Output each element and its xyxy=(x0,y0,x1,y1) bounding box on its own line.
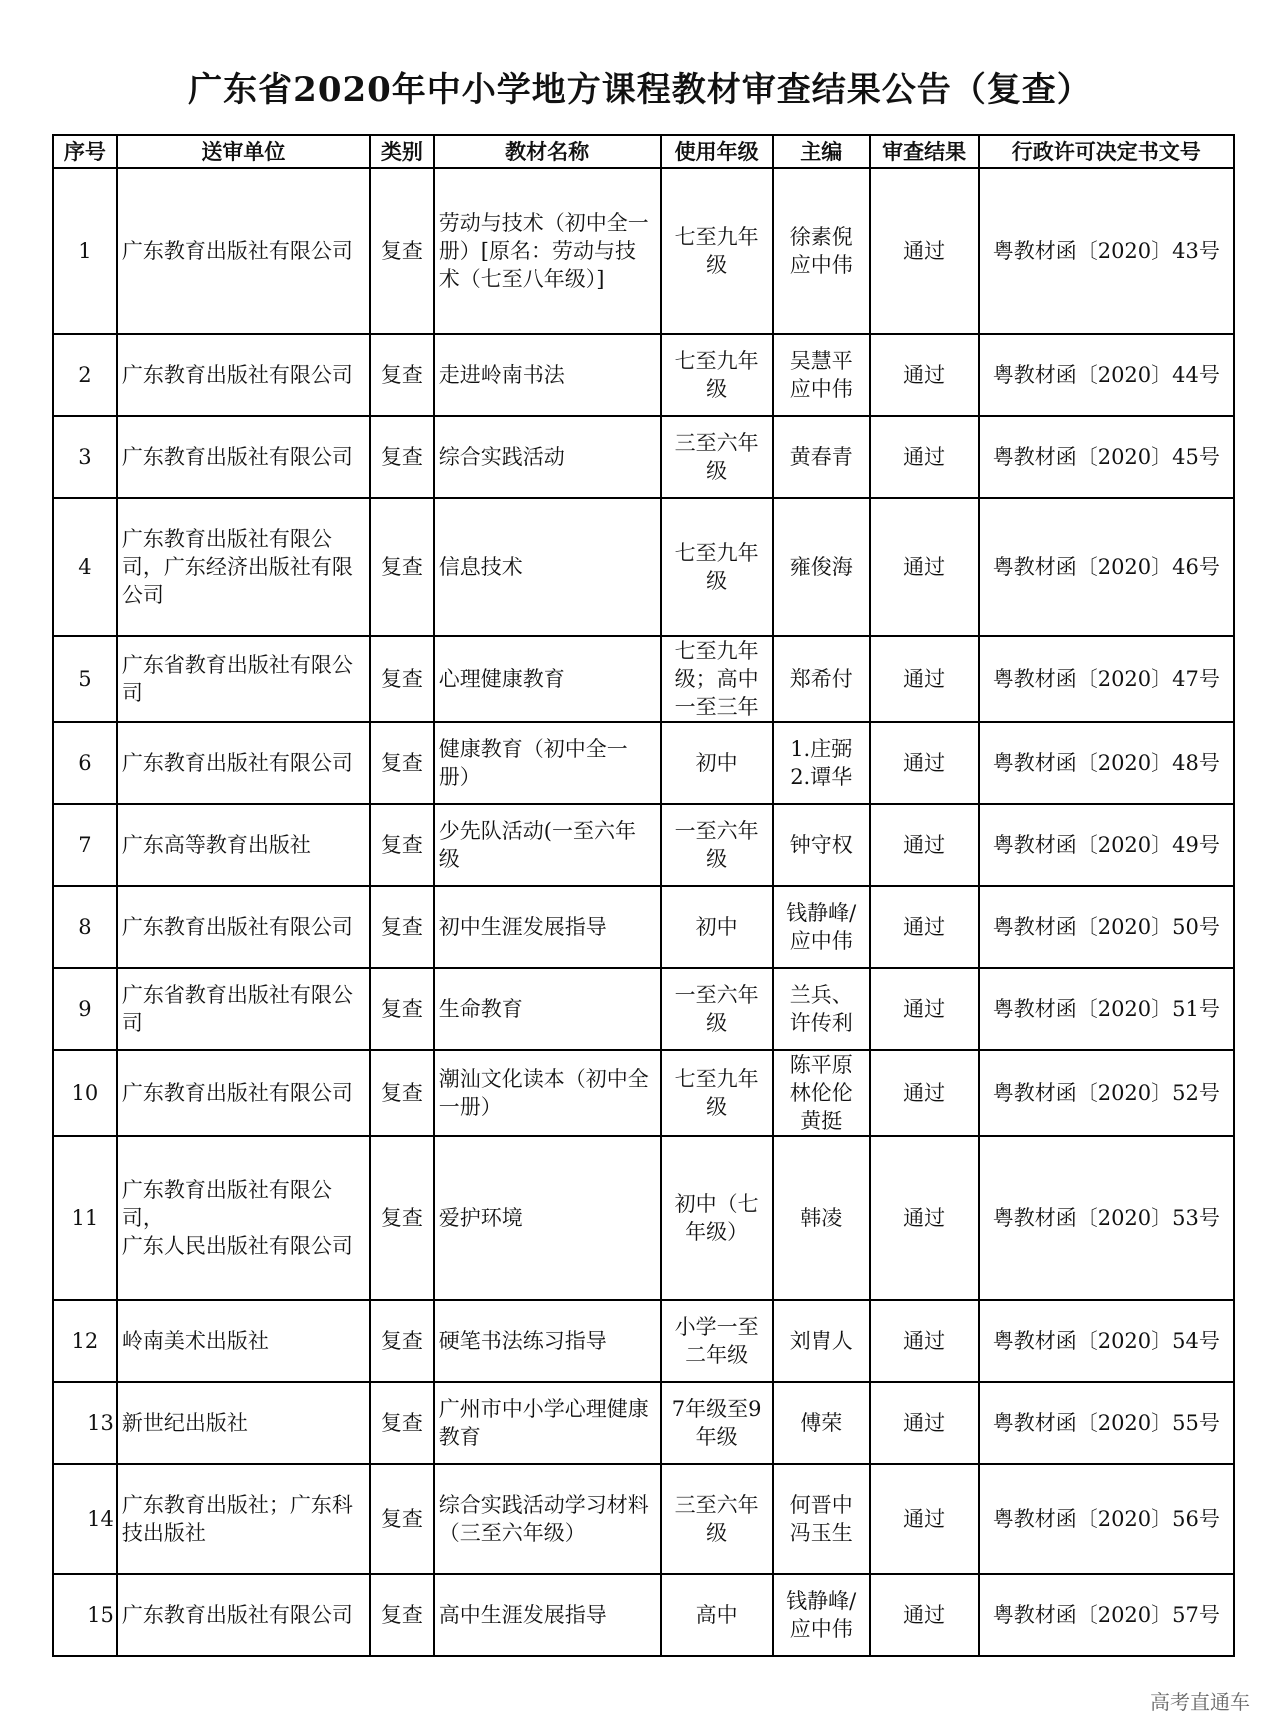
row-grade: 七至九年级；高中一至三年 xyxy=(661,636,773,722)
row-doc: 粤教材函〔2020〕50号 xyxy=(979,886,1234,968)
row-seq: 7 xyxy=(53,804,117,886)
table-row xyxy=(53,168,1234,334)
editor-name: 黄挺 xyxy=(800,1109,843,1133)
header-seq: 序号 xyxy=(53,135,117,168)
row-seq: 12 xyxy=(53,1300,117,1382)
table-body xyxy=(53,168,1234,1656)
row-grade: 初中 xyxy=(661,722,773,804)
row-doc: 粤教材函〔2020〕57号 xyxy=(979,1574,1234,1656)
row-grade: 三至六年级 xyxy=(661,416,773,498)
row-unit: 广东教育出版社有限公司 xyxy=(117,1050,370,1136)
row-grade: 七至九年级 xyxy=(661,1050,773,1136)
table-row xyxy=(53,636,1234,722)
row-editor xyxy=(773,1050,870,1136)
editor-name: 钟守权 xyxy=(789,833,853,857)
row-grade: 七至九年级 xyxy=(661,168,773,334)
row-grade: 一至六年级 xyxy=(661,968,773,1050)
editor-name: 郑希付 xyxy=(789,667,853,691)
row-result: 通过 xyxy=(870,722,979,804)
row-unit: 广东教育出版社有限公司 xyxy=(117,168,370,334)
row-doc: 粤教材函〔2020〕49号 xyxy=(979,804,1234,886)
row-editor xyxy=(773,1574,870,1656)
editor-name: 傅荣 xyxy=(800,1411,843,1435)
editor-name: 黄春青 xyxy=(789,445,853,469)
table-row xyxy=(53,1300,1234,1382)
table-row xyxy=(53,886,1234,968)
row-name: 高中生涯发展指导 xyxy=(434,1574,661,1656)
row-seq: 9 xyxy=(53,968,117,1050)
table-row xyxy=(53,334,1234,416)
row-doc: 粤教材函〔2020〕47号 xyxy=(979,636,1234,722)
editor-name: 吴慧平 xyxy=(789,349,853,373)
row-unit: 广东教育出版社；广东科技出版社 xyxy=(117,1464,370,1574)
header-grade: 使用年级 xyxy=(661,135,773,168)
header-row xyxy=(53,135,1234,168)
row-editor xyxy=(773,168,870,334)
row-name: 走进岭南书法 xyxy=(434,334,661,416)
editor-name: 徐素倪 xyxy=(789,225,853,249)
table-row xyxy=(53,498,1234,636)
editor-name: 雍俊海 xyxy=(789,555,853,579)
row-doc: 粤教材函〔2020〕46号 xyxy=(979,498,1234,636)
row-seq: 14 xyxy=(53,1464,117,1574)
row-name: 生命教育 xyxy=(434,968,661,1050)
row-doc: 粤教材函〔2020〕52号 xyxy=(979,1050,1234,1136)
editor-name: 许传利 xyxy=(789,1011,853,1035)
row-name: 健康教育（初中全一册） xyxy=(434,722,661,804)
row-unit: 广东教育出版社有限公司，广东经济出版社有限公司 xyxy=(117,498,370,636)
table-row xyxy=(53,1464,1234,1574)
row-type: 复查 xyxy=(370,1050,434,1136)
row-editor xyxy=(773,636,870,722)
row-result: 通过 xyxy=(870,1464,979,1574)
header-result: 审查结果 xyxy=(870,135,979,168)
row-grade: 七至九年级 xyxy=(661,498,773,636)
row-name: 广州市中小学心理健康教育 xyxy=(434,1382,661,1464)
row-doc: 粤教材函〔2020〕51号 xyxy=(979,968,1234,1050)
row-unit: 广东高等教育出版社 xyxy=(117,804,370,886)
row-editor xyxy=(773,1300,870,1382)
row-result: 通过 xyxy=(870,1382,979,1464)
row-editor xyxy=(773,1136,870,1300)
row-grade: 七至九年级 xyxy=(661,334,773,416)
header-type: 类别 xyxy=(370,135,434,168)
row-result: 通过 xyxy=(870,416,979,498)
table-row xyxy=(53,1136,1234,1300)
row-doc: 粤教材函〔2020〕54号 xyxy=(979,1300,1234,1382)
row-result: 通过 xyxy=(870,168,979,334)
row-result: 通过 xyxy=(870,1574,979,1656)
editor-name: 陈平原 xyxy=(789,1053,853,1077)
row-seq: 10 xyxy=(53,1050,117,1136)
row-result: 通过 xyxy=(870,1136,979,1300)
row-type: 复查 xyxy=(370,804,434,886)
row-name: 潮汕文化读本（初中全一册） xyxy=(434,1050,661,1136)
editor-name: 冯玉生 xyxy=(789,1521,853,1545)
row-seq: 13 xyxy=(53,1382,117,1464)
row-grade: 7年级至9年级 xyxy=(661,1382,773,1464)
table-row xyxy=(53,416,1234,498)
row-seq: 8 xyxy=(53,886,117,968)
row-editor xyxy=(773,722,870,804)
editor-name: 韩凌 xyxy=(800,1206,843,1230)
row-grade: 初中 xyxy=(661,886,773,968)
row-type: 复查 xyxy=(370,498,434,636)
table-row xyxy=(53,968,1234,1050)
row-name: 硬笔书法练习指导 xyxy=(434,1300,661,1382)
row-seq: 5 xyxy=(53,636,117,722)
row-unit: 广东教育出版社有限公司 xyxy=(117,416,370,498)
row-name: 劳动与技术（初中全一册）[原名：劳动与技术（七至八年级）] xyxy=(434,168,661,334)
row-unit: 广东教育出版社有限公司， 广东人民出版社有限公司 xyxy=(117,1136,370,1300)
row-doc: 粤教材函〔2020〕45号 xyxy=(979,416,1234,498)
row-editor xyxy=(773,1382,870,1464)
row-result: 通过 xyxy=(870,498,979,636)
editor-name: 钱静峰/ xyxy=(786,1589,857,1613)
row-type: 复查 xyxy=(370,1464,434,1574)
editor-name: 兰兵、 xyxy=(789,983,853,1007)
row-doc: 粤教材函〔2020〕56号 xyxy=(979,1464,1234,1574)
row-name: 心理健康教育 xyxy=(434,636,661,722)
row-type: 复查 xyxy=(370,168,434,334)
table-row xyxy=(53,804,1234,886)
row-seq: 4 xyxy=(53,498,117,636)
row-editor xyxy=(773,334,870,416)
row-doc: 粤教材函〔2020〕48号 xyxy=(979,722,1234,804)
row-type: 复查 xyxy=(370,722,434,804)
row-unit: 广东教育出版社有限公司 xyxy=(117,722,370,804)
row-doc: 粤教材函〔2020〕55号 xyxy=(979,1382,1234,1464)
row-type: 复查 xyxy=(370,1300,434,1382)
row-type: 复查 xyxy=(370,1382,434,1464)
row-editor xyxy=(773,804,870,886)
row-result: 通过 xyxy=(870,968,979,1050)
row-name: 爱护环境 xyxy=(434,1136,661,1300)
row-editor xyxy=(773,416,870,498)
row-unit: 广东教育出版社有限公司 xyxy=(117,334,370,416)
row-doc: 粤教材函〔2020〕44号 xyxy=(979,334,1234,416)
row-doc: 粤教材函〔2020〕53号 xyxy=(979,1136,1234,1300)
row-grade: 高中 xyxy=(661,1574,773,1656)
row-editor xyxy=(773,1464,870,1574)
header-unit: 送审单位 xyxy=(117,135,370,168)
row-type: 复查 xyxy=(370,416,434,498)
watermark: 高考直通车 xyxy=(1150,1690,1250,1714)
row-unit: 岭南美术出版社 xyxy=(117,1300,370,1382)
row-seq: 6 xyxy=(53,722,117,804)
row-unit: 广东教育出版社有限公司 xyxy=(117,1574,370,1656)
row-unit: 广东省教育出版社有限公司 xyxy=(117,968,370,1050)
editor-name: 应中伟 xyxy=(789,253,853,277)
row-unit: 广东教育出版社有限公司 xyxy=(117,886,370,968)
table-row xyxy=(53,722,1234,804)
row-name: 综合实践活动学习材料（三至六年级） xyxy=(434,1464,661,1574)
row-type: 复查 xyxy=(370,1574,434,1656)
row-result: 通过 xyxy=(870,886,979,968)
editor-name: 钱静峰/ xyxy=(786,901,857,925)
editor-name: 应中伟 xyxy=(789,929,853,953)
row-result: 通过 xyxy=(870,334,979,416)
results-table xyxy=(52,134,1235,1657)
row-grade: 小学一至二年级 xyxy=(661,1300,773,1382)
row-seq: 11 xyxy=(53,1136,117,1300)
editor-name: 林伦伦 xyxy=(789,1081,853,1105)
row-seq: 3 xyxy=(53,416,117,498)
row-seq: 15 xyxy=(53,1574,117,1656)
row-result: 通过 xyxy=(870,1050,979,1136)
row-name: 初中生涯发展指导 xyxy=(434,886,661,968)
row-type: 复查 xyxy=(370,636,434,722)
editor-name: 2.谭华 xyxy=(790,765,853,789)
table-row xyxy=(53,1050,1234,1136)
table-row xyxy=(53,1574,1234,1656)
row-editor xyxy=(773,498,870,636)
row-grade: 三至六年级 xyxy=(661,1464,773,1574)
row-type: 复查 xyxy=(370,886,434,968)
row-result: 通过 xyxy=(870,636,979,722)
header-doc: 行政许可决定书文号 xyxy=(979,135,1234,168)
row-name: 信息技术 xyxy=(434,498,661,636)
row-doc: 粤教材函〔2020〕43号 xyxy=(979,168,1234,334)
row-editor xyxy=(773,968,870,1050)
row-editor xyxy=(773,886,870,968)
editor-name: 刘胄人 xyxy=(789,1329,853,1353)
header-editor: 主编 xyxy=(773,135,870,168)
row-result: 通过 xyxy=(870,1300,979,1382)
row-type: 复查 xyxy=(370,968,434,1050)
row-unit: 广东省教育出版社有限公司 xyxy=(117,636,370,722)
row-grade: 初中（七年级） xyxy=(661,1136,773,1300)
row-seq: 1 xyxy=(53,168,117,334)
editor-name: 何晋中 xyxy=(789,1493,853,1517)
page-title: 广东省2020年中小学地方课程教材审查结果公告（复查） xyxy=(188,70,1092,110)
row-type: 复查 xyxy=(370,334,434,416)
row-name: 少先队活动(一至六年级 xyxy=(434,804,661,886)
row-type: 复查 xyxy=(370,1136,434,1300)
row-seq: 2 xyxy=(53,334,117,416)
editor-name: 应中伟 xyxy=(789,1617,853,1641)
row-result: 通过 xyxy=(870,804,979,886)
table-row xyxy=(53,1382,1234,1464)
row-name: 综合实践活动 xyxy=(434,416,661,498)
editor-name: 1.庄弼 xyxy=(790,737,853,761)
row-grade: 一至六年级 xyxy=(661,804,773,886)
editor-name: 应中伟 xyxy=(789,377,853,401)
row-unit: 新世纪出版社 xyxy=(117,1382,370,1464)
header-name: 教材名称 xyxy=(434,135,661,168)
